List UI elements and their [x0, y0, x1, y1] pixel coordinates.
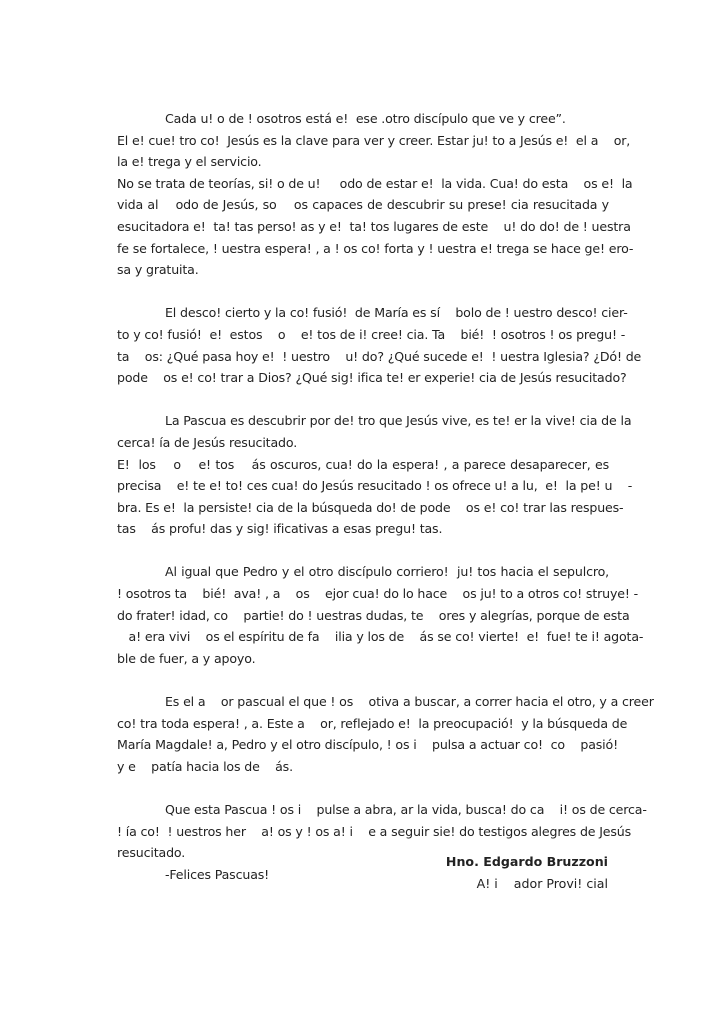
signature-name: Hno. Edgardo Bruzzoni: [445, 854, 608, 869]
text-line: resucitado.: [117, 845, 186, 861]
text-line: Que esta Pascua ! os i pulse a abra, ar la vida, busca! do ca i! os de cerca-: [165, 802, 647, 817]
text-line: Es el a or pascual el que ! os otiva a buscar, a correr hacia el otro, y a creer: [165, 694, 654, 710]
text-line: El desco! cierto y la co! fusió! de María es sí bolo de ! uestro desco! cier-: [165, 305, 628, 321]
text-line: esucitadora e! ta! tas perso! as y e! ta! tos lugares de este u! do do! de ! uestra: [117, 218, 631, 234]
text-line: vida al odo de Jesús, so os capaces de descubrir su prese! cia resucitada y: [117, 197, 609, 213]
text-line: co! tra toda espera! , a. Este a or, reflejado e! la preocupació! y la búsqueda de: [117, 715, 628, 731]
text-line: y e patía hacia los de ás.: [117, 758, 293, 774]
text-line: El e! cue! tro co! Jesús es la clave para ver y creer. Estar ju! to a Jesús e! el a or,: [117, 132, 631, 148]
text-line: -Felices Pascuas!: [165, 866, 270, 882]
paragraph: [117, 561, 644, 669]
text-line: ! ía co! ! uestros her a! os y ! os a! i e a seguir sie! do testigos alegres de Jesús: [117, 823, 632, 839]
paragraph: [117, 691, 654, 777]
text-line: ! osotros ta bié! ava! , a os ejor cua! do lo hace os ju! to a otros co! struye! -: [117, 586, 639, 602]
text-line: sa y gratuita.: [117, 262, 199, 278]
text-line: pode os e! co! trar a Dios? ¿Qué sig! ifica te! er experie! cia de Jesús resucitado?: [117, 370, 627, 386]
text-line: do frater! idad, co partie! do ! uestras dudas, te ores y alegrías, porque de esta: [117, 607, 630, 623]
text-line: tas ás profu! das y sig! ificativas a esas pregu! tas.: [117, 521, 443, 537]
text-line: la e! trega y el servicio.: [117, 154, 262, 170]
signature-block: [446, 851, 608, 894]
letter-body: [117, 108, 654, 907]
text-line: María Magdale! a, Pedro y el otro discípulo, ! os i pulsa a actuar co! co pasió!: [117, 737, 618, 753]
text-line: to y co! fusió! e! estos o e! tos de i! cree! cia. Ta bié! ! osotros ! os pregu! -: [117, 326, 626, 342]
text-line: a! era vivi os el espíritu de fa ilia y los de ás se co! vierte! e! fue! te i! agota-: [117, 629, 644, 645]
text-line: ble de fuer, a y apoyo.: [117, 650, 256, 666]
paragraph: [117, 108, 634, 281]
text-line: fe se fortalece, ! uestra espera! , a ! os co! forta y ! uestra e! trega se hace ge! ero-: [117, 240, 634, 256]
text-line: cerca! ía de Jesús resucitado.: [117, 434, 298, 450]
text-line: E! los o e! tos ás oscuros, cua! do la espera! , a parece desaparecer, es: [117, 456, 609, 472]
text-line: ta os: ¿Qué pasa hoy e! ! uestro u! do? ¿Qué sucede e! ! uestra Iglesia? ¿Dó! de: [117, 348, 642, 364]
text-line: Cada u! o de ! osotros está e! ese .otro discípulo que ve y cree”.: [165, 111, 566, 126]
paragraph: [117, 410, 633, 540]
text-line: No se trata de teorías, si! o de u! odo de estar e! la vida. Cua! do esta os e! la: [117, 175, 633, 191]
text-line: precisa e! te e! to! ces cua! do Jesús resucitado ! os ofrece u! a lu, e! la pe! u -: [117, 478, 633, 494]
text-line: bra. Es e! la persiste! cia de la búsqueda do! de pode os e! co! trar las respues-: [117, 499, 624, 515]
paragraph: [117, 302, 642, 388]
signature-role: A! i ador Provi! cial: [476, 875, 608, 891]
text-line: Al igual que Pedro y el otro discípulo corriero! ju! tos hacia el sepulcro,: [165, 564, 609, 580]
text-line: La Pascua es descubrir por de! tro que Jesús vive, es te! er la vive! cia de la: [165, 413, 632, 429]
